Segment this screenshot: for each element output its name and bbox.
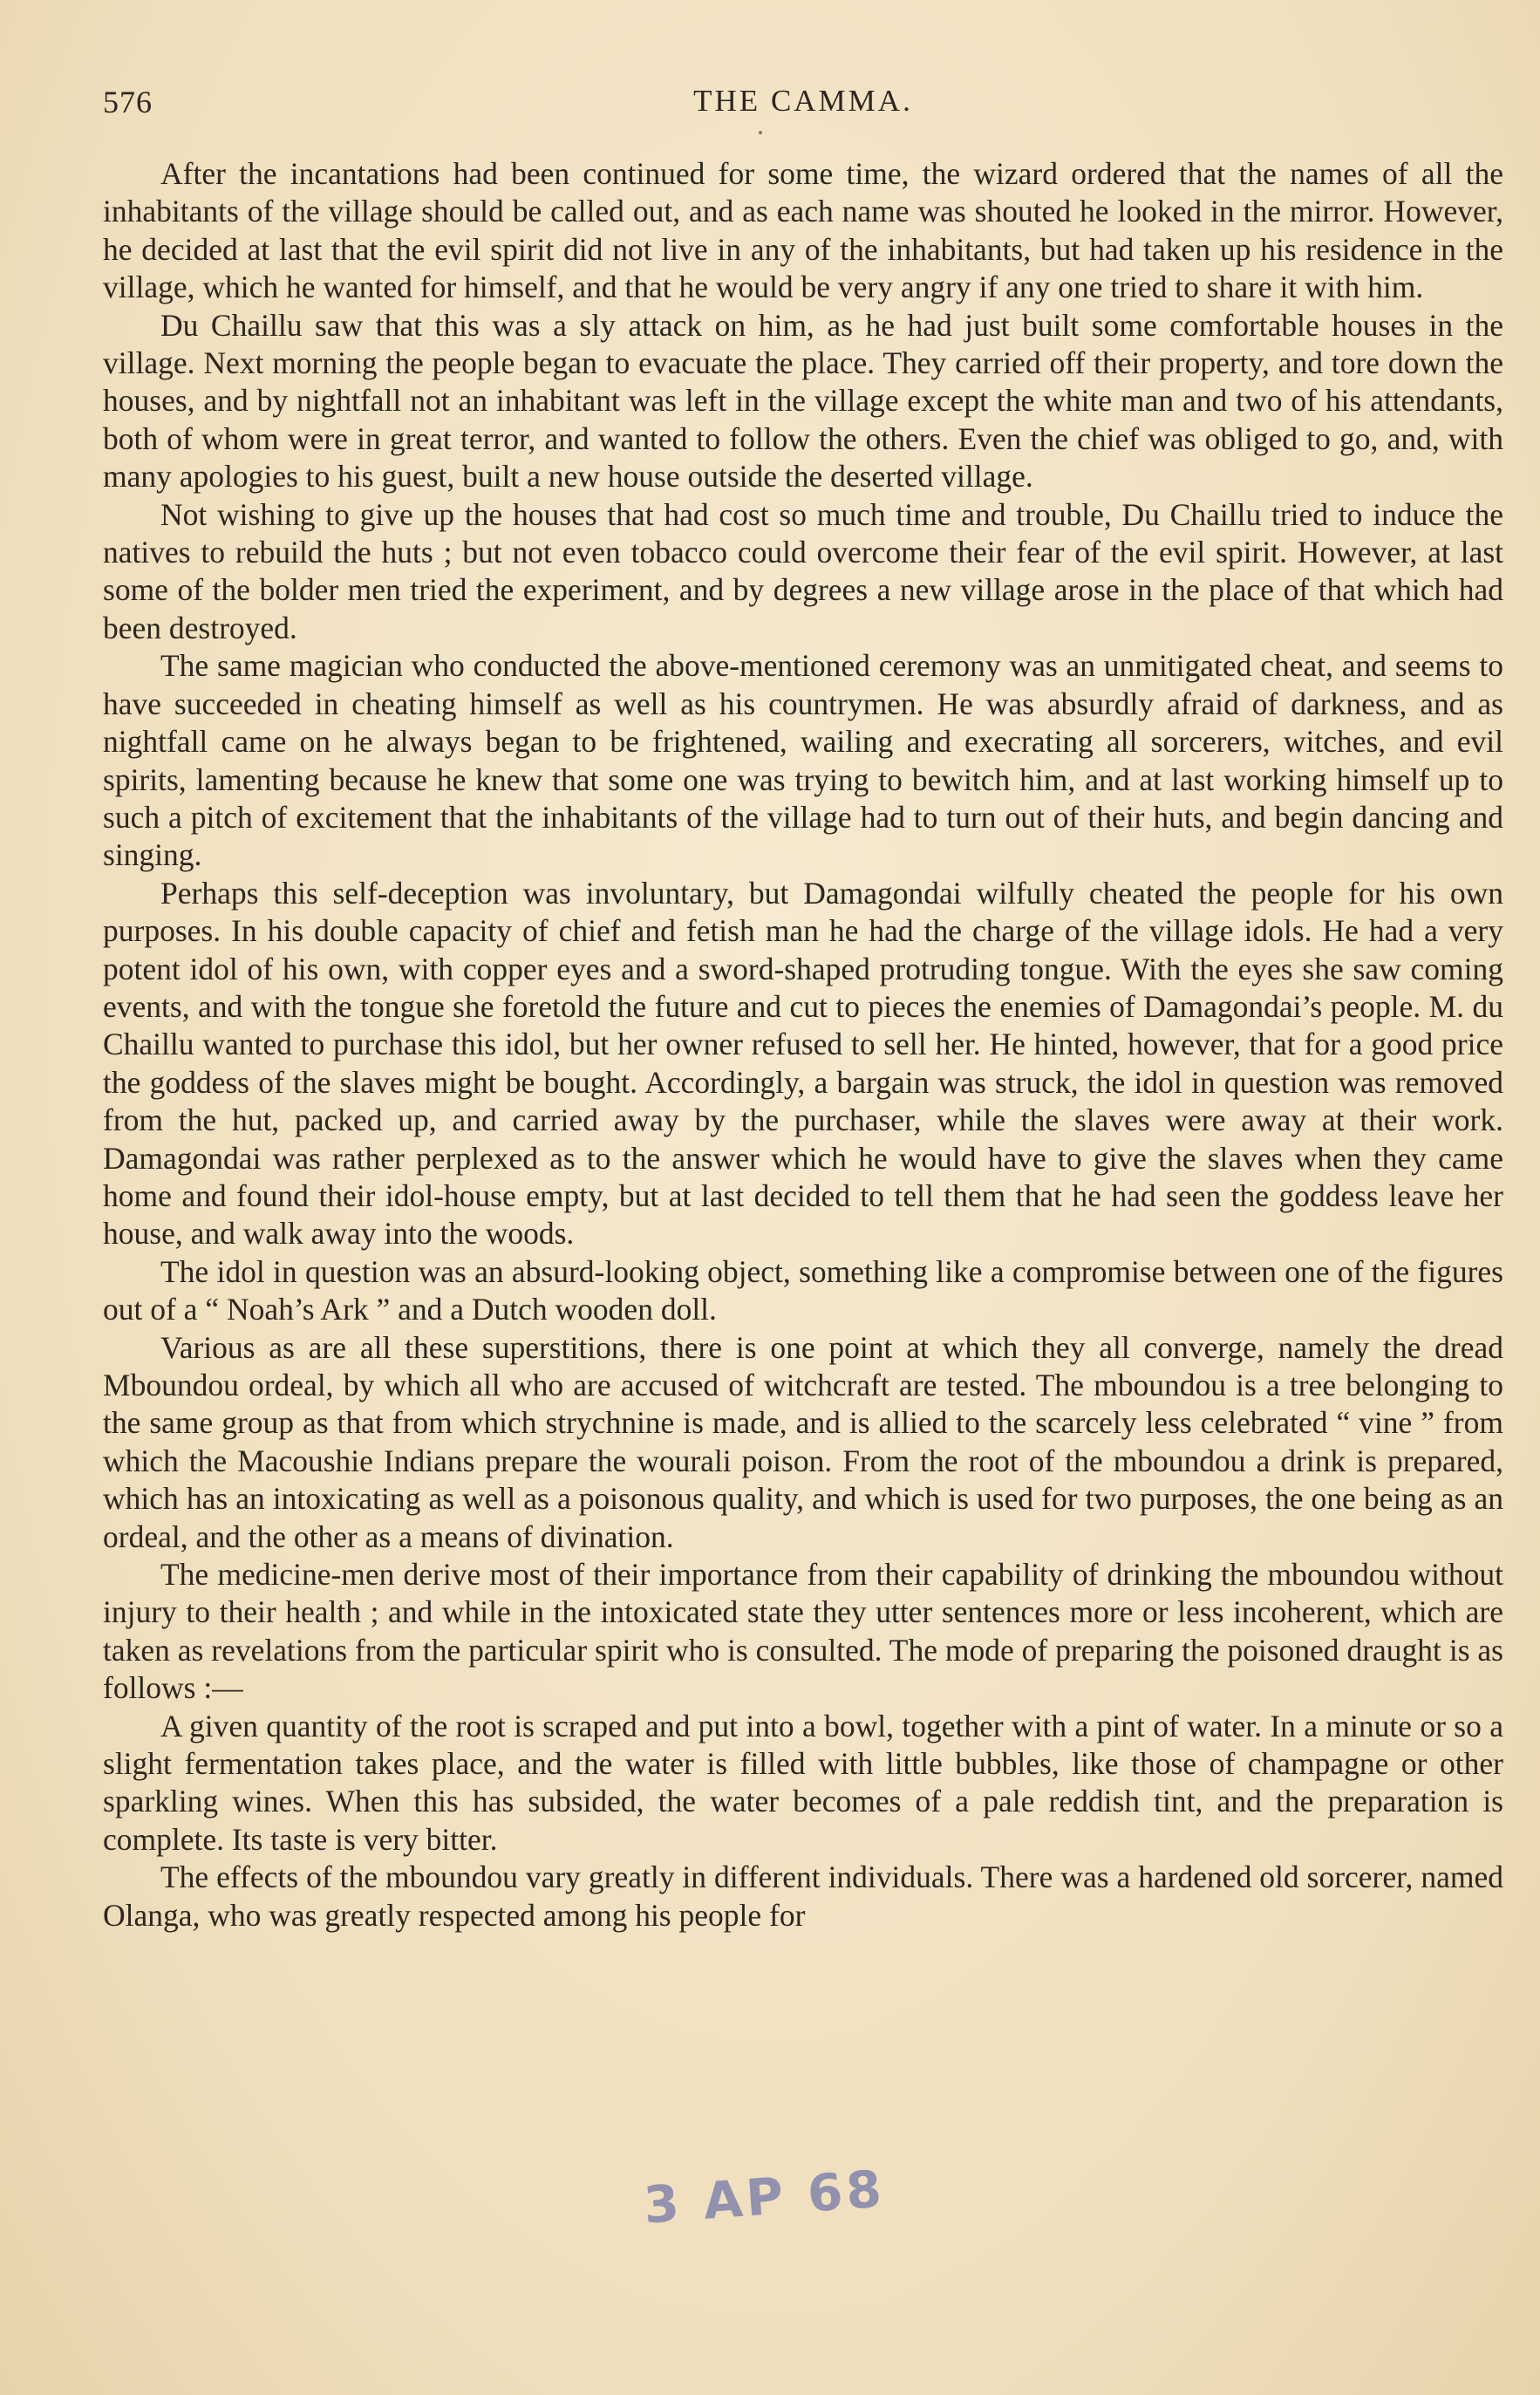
paragraph: After the incantations had been continued for some time, the wizard ordered that the names of all the inhabitants of the village should be called out, and as each name was shouted he looked in the mirror. However, he decided at last that the evil spirit did not live in any of the inhabitants, but had taken up his residence in the village, which he wanted for himself, and that he would be very angry if any one tried to share it with him.: [103, 156, 1503, 305]
paragraph: Various as are all these superstitions, there is one point at which they all converge, namely the dread Mboundou ordeal, by which all who are accused of witchcraft are tested. The mboundou is a tree belonging to the same group as that from which strychnine is made, and is allied to the scarcely less celebrated “ vine ” from which the Macoushie Indians prepare the wourali poison. From the root of the mboundou a drink is prepared, which has an intoxicating as well as a poisonous quality, and which is used for two purposes, the one being as an ordeal, and the other as a means of divination.: [103, 1329, 1503, 1554]
ink-speck: [759, 131, 762, 134]
library-date-stamp: 3 AP 68: [641, 2159, 887, 2235]
paragraph: The same magician who conducted the above-mentioned ceremony was an unmitigated cheat, and seems to have succeeded in cheating himself as well as his countrymen. He was absurdly afraid of darkness, and as nightfall came on he always began to be frightened, wailing and execrating all sorcerers, witches, and evil spirits, lamenting because he knew that some one was trying to bewitch him, and at last working himself up to such a pitch of excitement that the inhabitants of the village had to turn out of their huts, and begin dancing and singing.: [103, 648, 1503, 873]
paragraph: Perhaps this self-deception was involuntary, but Damagondai wilfully cheated the people for his own purposes. In his double capacity of chief and fetish man he had the charge of the village idols. He had a very potent idol of his own, with copper eyes and a sword-shaped protruding tongue. With the eyes she saw coming events, and with the tongue she foretold the future and cut to pieces the enemies of Damagondai’s people. M. du Chaillu wanted to purchase this idol, but her owner refused to sell her. He hinted, however, that for a good price the goddess of the slaves might be bought. Accordingly, a bargain was struck, the idol in question was removed from the hut, packed up, and carried away by the purchaser, while the slaves were away at their work. Damagondai was rather perplexed as to the answer which he would have to give the slaves when they came home and found their idol-house empty, but at last decided to tell them that he had seen the goddess leave her house, and walk away into the woods.: [103, 875, 1503, 1252]
running-head: [103, 84, 1503, 136]
page-number: 576: [103, 85, 153, 119]
book-page: [103, 84, 1503, 1934]
paragraph: A given quantity of the root is scraped and put into a bowl, together with a pint of water. In a minute or so a slight fermentation takes place, and the water is filled with little bubbles, like those of champagne or other sparkling wines. When this has subsided, the water becomes of a pale reddish tint, and the preparation is complete. Its taste is very bitter.: [103, 1708, 1503, 1857]
paragraph: Du Chaillu saw that this was a sly attack on him, as he had just built some comfortable houses in the village. Next morning the people began to evacuate the place. They carried off their property, and tore down the houses, and by nightfall not an inhabitant was left in the village except the white man and two of his attendants, both of whom were in great terror, and wanted to follow the others. Even the chief was obliged to go, and, with many apologies to his guest, built a new house outside the deserted village.: [103, 307, 1503, 495]
paragraph: The effects of the mboundou vary greatly in different individuals. There was a hardened old sorcerer, named Olanga, who was greatly respected among his people for: [103, 1859, 1503, 1933]
running-title: THE CAMMA.: [693, 84, 913, 118]
paragraph: The medicine-men derive most of their importance from their capability of drinking the mboundou without injury to their health ; and while in the intoxicated state they utter sentences more or less incoherent, which are taken as revelations from the particular spirit who is consulted. The mode of preparing the poisoned draught is as follows :—: [103, 1557, 1503, 1706]
paragraph: Not wishing to give up the houses that had cost so much time and trouble, Du Chaillu tried to induce the natives to rebuild the huts ; but not even tobacco could overcome their fear of the evil spirit. However, at last some of the bolder men tried the experiment, and by degrees a new village arose in the place of that which had been destroyed.: [103, 496, 1503, 645]
paragraph: The idol in question was an absurd-looking object, something like a compromise between one of the figures out of a “ Noah’s Ark ” and a Dutch wooden doll.: [103, 1253, 1503, 1327]
body-text: [103, 155, 1503, 1934]
